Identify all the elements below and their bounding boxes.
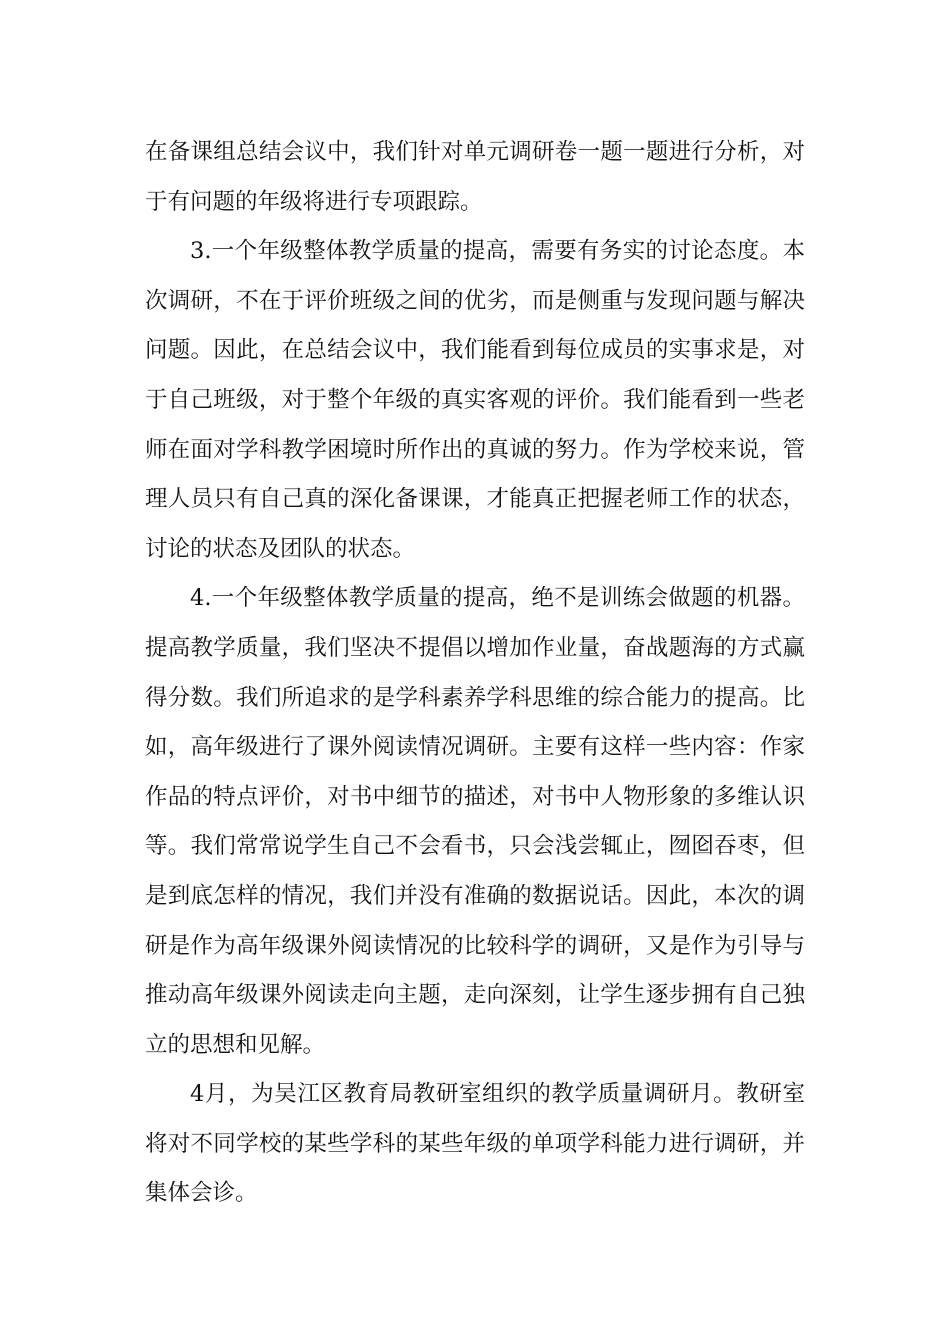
paragraph-april-research: 4月，为吴江区教育局教研室组织的教学质量调研月。教研室将对不同学校的某些学科的某些年级的单项学科能力进行调研，并集体会诊。 [145, 1081, 805, 1207]
paragraph-point-3: 3.一个年级整体教学质量的提高，需要有务实的讨论态度。本次调研，不在于评价班级之间的优劣，而是侧重与发现问题与解决问题。因此，在总结会议中，我们能看到每位成员的实事求是，对于自己班级，对于整个年级的真实客观的评价。我们能看到一些老师在面对学科教学困境时所作出的真诚的努力。作为学校来说，管理人员只有自己真的深化备课课，才能真正把握老师工作的状态，讨论的状态及团队的状态。 [145, 238, 805, 562]
document-body [145, 128, 805, 1219]
paragraph-continuation: 在备课组总结会议中，我们针对单元调研卷一题一题进行分析，对于有问题的年级将进行专项跟踪。 [145, 139, 805, 215]
paragraph-point-4: 4.一个年级整体教学质量的提高，绝不是训练会做题的机器。提高教学质量，我们坚决不提倡以增加作业量，奋战题海的方式赢得分数。我们所追求的是学科素养学科思维的综合能力的提高。比如，高年级进行了课外阅读情况调研。主要有这样一些内容：作家作品的特点评价，对书中细节的描述，对书中人物形象的多维认识等。我们常常说学生自己不会看书，只会浅尝辄止，囫囵吞枣，但是到底怎样的情况，我们并没有准确的数据说话。因此，本次的调研是作为高年级课外阅读情况的比较科学的调研，又是作为引导与推动高年级课外阅读走向主题，走向深刻，让学生逐步拥有自己独立的思想和见解。 [145, 585, 805, 1058]
